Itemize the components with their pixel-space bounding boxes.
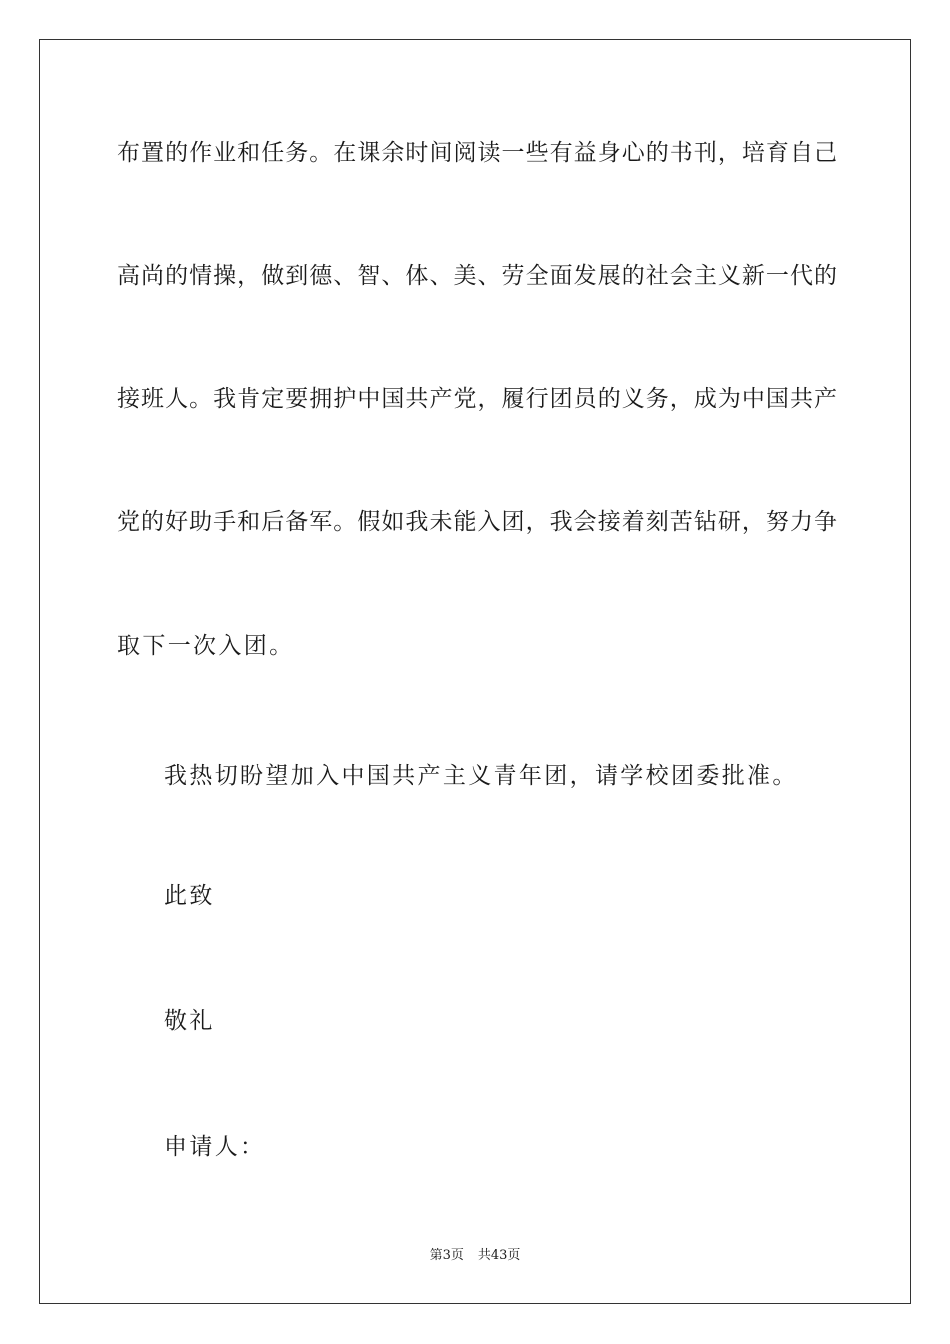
page-footer bbox=[0, 1247, 950, 1265]
paragraph-line-2: 高尚的情操，做到德、智、体、美、劳全面发展的社会主义新一代的 bbox=[117, 263, 837, 289]
paragraph-line-4: 党的好助手和后备军。假如我未能入团，我会接着刻苦钻研，努力争 bbox=[117, 509, 837, 535]
applicant-label: 申请人： bbox=[164, 1134, 266, 1160]
page-number: 第3页 bbox=[429, 1248, 464, 1263]
page-total: 共43页 bbox=[477, 1248, 521, 1263]
salutation: 此致 bbox=[164, 883, 215, 909]
page-border bbox=[39, 39, 911, 1304]
closing-paragraph: 我热切盼望加入中国共产主义青年团，请学校团委批准。 bbox=[164, 763, 798, 789]
paragraph-line-5: 取下一次入团。 bbox=[117, 633, 295, 659]
regards: 敬礼 bbox=[164, 1008, 215, 1034]
paragraph-line-1: 布置的作业和任务。在课余时间阅读一些有益身心的书刊，培育自己 bbox=[117, 140, 837, 166]
paragraph-line-3: 接班人。我肯定要拥护中国共产党，履行团员的义务，成为中国共产 bbox=[117, 386, 837, 412]
